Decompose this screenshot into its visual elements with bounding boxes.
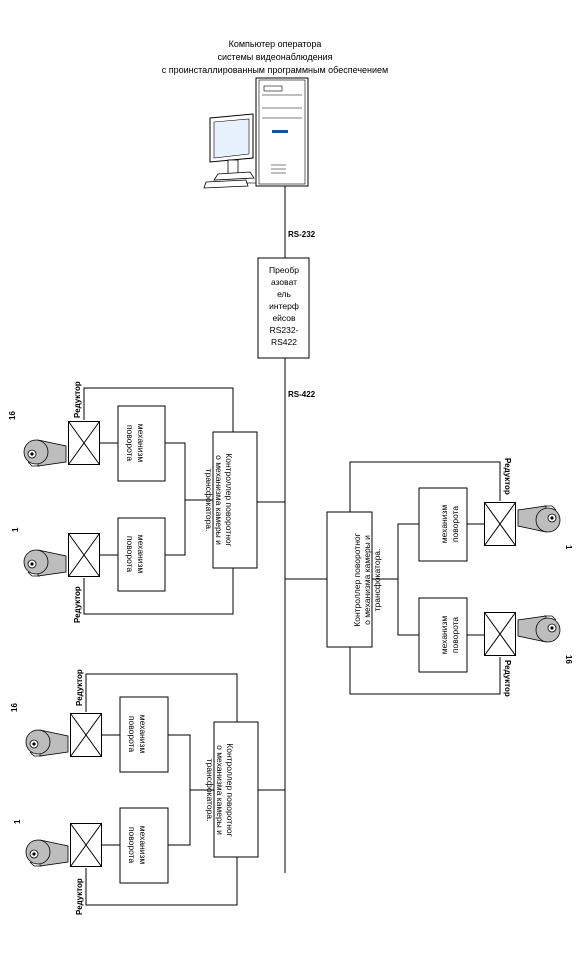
interface-converter-label (269, 265, 299, 347)
svg-text:поворота: поворота (127, 826, 137, 864)
gearbox-box (485, 503, 516, 546)
gearbox-label: Редуктор (75, 669, 84, 706)
gearbox-label: Редуктор (503, 458, 512, 495)
gearbox-box (71, 824, 102, 867)
camera-icon (26, 840, 68, 866)
rotation-mechanism-label (127, 715, 148, 754)
svg-text:поворота: поворота (450, 505, 460, 543)
gearbox-box (71, 714, 102, 757)
svg-text:о механизма камеры и: о механизма камеры и (214, 455, 224, 545)
svg-text:трансфокатора.: трансфокатора. (372, 548, 382, 612)
rs422-label: RS-422 (288, 390, 316, 399)
svg-text:RS232-: RS232- (269, 325, 299, 335)
operator-computer-icon (204, 78, 308, 188)
svg-text:механизм: механизм (138, 825, 148, 865)
camera-number-16: 16 (8, 411, 17, 420)
gearbox-label: Редуктор (503, 660, 512, 697)
camera-number-1: 1 (13, 819, 22, 824)
camera-icon (26, 730, 68, 756)
camera-number-1: 1 (11, 527, 20, 532)
rotation-mechanism-label (125, 424, 146, 463)
svg-text:механизм: механизм (138, 714, 148, 754)
rotation-mechanism-label (439, 505, 460, 544)
svg-text:трансфокатора.: трансфокатора. (204, 468, 214, 532)
camera-number-16: 16 (564, 655, 573, 664)
svg-text:механизм: механизм (136, 534, 146, 574)
rotation-mechanism-label (127, 826, 148, 865)
camera-group-3 (327, 458, 573, 697)
header-line-1: Компьютер оператора (228, 39, 322, 49)
camera-number-16: 16 (10, 703, 19, 712)
camera-icon (518, 616, 560, 642)
svg-text:поворота: поворота (125, 424, 135, 462)
svg-text:механизм: механизм (439, 615, 449, 655)
svg-text:RS422: RS422 (271, 337, 297, 347)
svg-text:ель: ель (277, 289, 291, 299)
camera-number-1: 1 (564, 545, 573, 550)
svg-text:азоват: азоват (270, 277, 298, 287)
camera-icon (24, 550, 66, 576)
svg-text:Контроллер поворотног: Контроллер поворотног (225, 743, 235, 837)
svg-text:Контроллер поворотног: Контроллер поворотног (352, 533, 362, 627)
svg-text:механизм: механизм (136, 423, 146, 463)
gearbox-label: Редуктор (75, 878, 84, 915)
svg-text:интерф: интерф (269, 301, 299, 311)
svg-text:поворота: поворота (125, 535, 135, 573)
rs232-label: RS-232 (288, 230, 316, 239)
header-line-3: с проинсталлированным программным обеспечением (161, 65, 389, 75)
svg-text:механизм: механизм (439, 504, 449, 544)
svg-text:поворота: поворота (127, 715, 137, 753)
camera-icon (24, 440, 66, 466)
svg-text:трансфокатора.: трансфокатора. (205, 758, 215, 822)
svg-text:ейсов: ейсов (272, 313, 296, 323)
svg-text:Преобр: Преобр (269, 265, 299, 275)
header-line-2: системы видеонаблюдения (217, 52, 333, 62)
rotation-mechanism-label (125, 535, 146, 574)
camera-icon (518, 506, 560, 532)
camera-group-2 (10, 669, 258, 915)
gearbox-box (69, 534, 100, 577)
svg-text:поворота: поворота (450, 616, 460, 654)
gearbox-box (485, 613, 516, 656)
gearbox-label: Редуктор (73, 586, 82, 623)
rotation-mechanism-label (439, 616, 460, 655)
svg-text:о механизма камеры и: о механизма камеры и (215, 745, 225, 835)
camera-group-1 (8, 381, 257, 623)
gearbox-box (69, 422, 100, 465)
svg-text:о механизма камеры и: о механизма камеры и (362, 535, 372, 625)
svg-text:Контроллер поворотног: Контроллер поворотног (224, 453, 234, 547)
controller-label (352, 533, 382, 626)
gearbox-label: Редуктор (73, 381, 82, 418)
